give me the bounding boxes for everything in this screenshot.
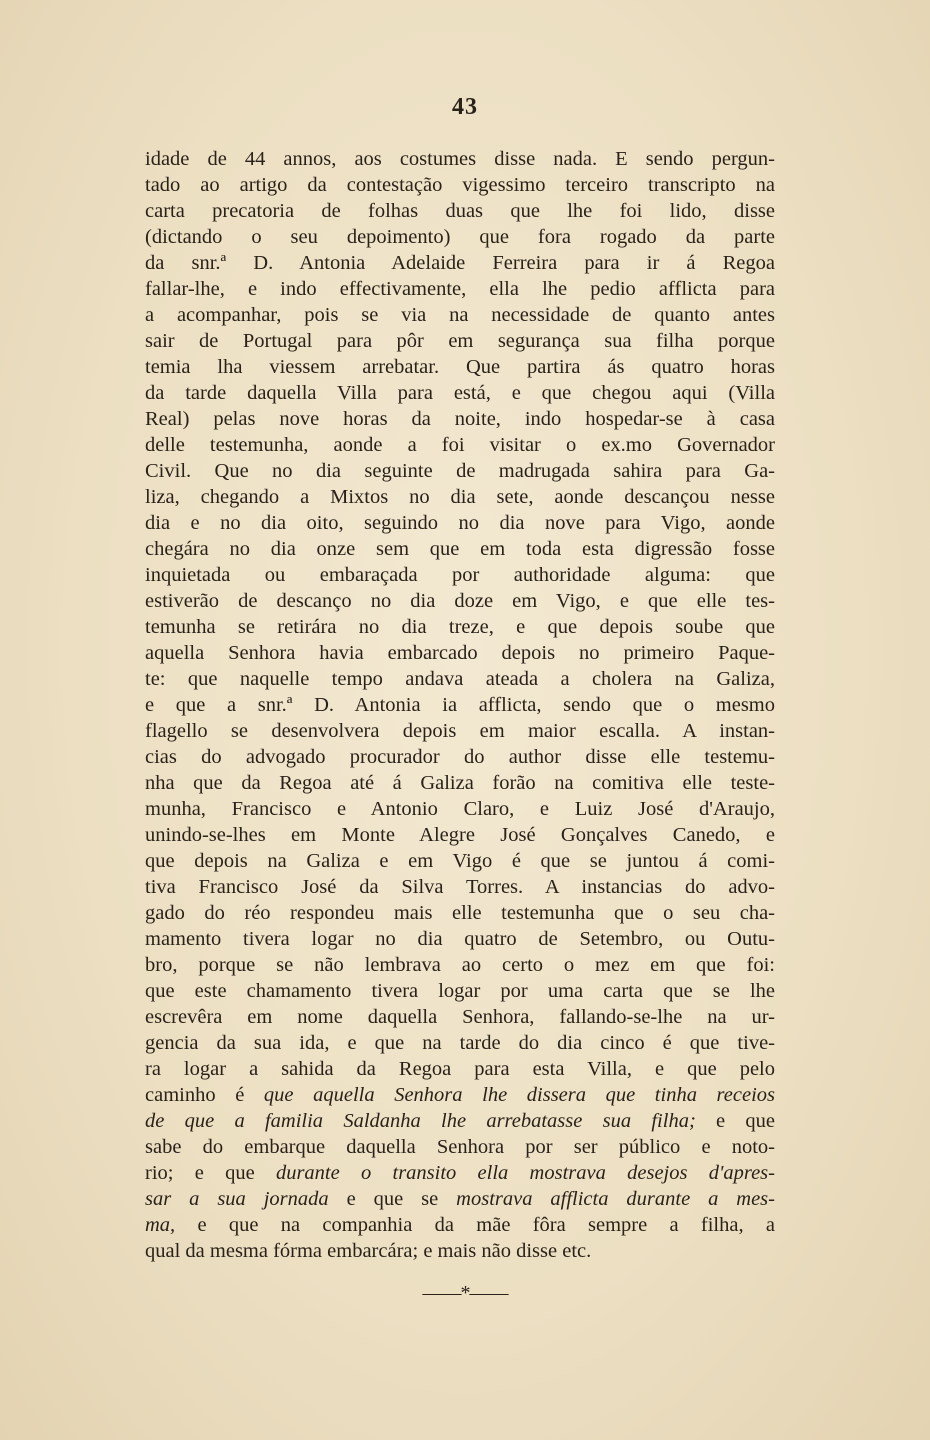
text-line: (dictando o seu depoimento) que fora rogado da parte: [145, 226, 775, 248]
text-line: te: que naquelle tempo andava ateada a cholera na Galiza,: [145, 668, 775, 690]
text-line: sair de Portugal para pôr em segurança sua filha porque: [145, 330, 775, 352]
text-run: rio; e que: [145, 1162, 276, 1184]
text-line: e que a snr.ª D. Antonia ia afflicta, sendo que o mesmo: [145, 694, 775, 716]
text-line: sabe do embarque daquella Senhora por ser público e noto-: [145, 1136, 775, 1158]
text-line: flagello se desenvolvera depois em maior escalla. A instan-: [145, 720, 775, 742]
italic-run: ma,: [145, 1214, 176, 1236]
italic-run: sar a sua jornada: [145, 1188, 329, 1210]
text-line: Real) pelas nove horas da noite, indo hospedar-se à casa: [145, 408, 775, 430]
italic-run: durante o transito ella mostrava desejos d'apres-: [275, 1162, 775, 1184]
text-line: inquietada ou embaraçada por authoridade alguma: que: [145, 564, 775, 586]
text-line: chegára no dia onze sem que em toda esta digressão fosse: [145, 538, 775, 560]
page-number: 43: [452, 94, 478, 120]
text-line: [145, 1186, 775, 1212]
text-line: nha que da Regoa até á Galiza forão na comitiva elle teste-: [145, 772, 775, 794]
text-line: cias do advogado procurador do author disse elle testemu-: [145, 746, 775, 768]
text-line: tiva Francisco José da Silva Torres. A instancias do advo-: [145, 876, 775, 898]
text-line: da tarde daquella Villa para está, e que chegou aqui (Villa: [145, 382, 775, 404]
text-line: escrevêra em nome daquella Senhora, fallando-se-lhe na ur-: [145, 1006, 775, 1028]
text-line: tado ao artigo da contestação vigessimo terceiro transcripto na: [145, 174, 775, 196]
text-line: munha, Francisco e Antonio Claro, e Luiz José d'Araujo,: [145, 798, 775, 820]
text-line: idade de 44 annos, aos costumes disse nada. E sendo pergun-: [145, 148, 775, 170]
ornament-divider: ——*——: [422, 1282, 508, 1304]
text-line: [145, 1160, 775, 1186]
text-line: [145, 1212, 775, 1238]
italic-run: que aquella Senhora lhe dissera que tinha receios: [263, 1084, 775, 1106]
text-line: gado do réo respondeu mais elle testemunha que o seu cha-: [145, 902, 775, 924]
italic-run: mostrava afflicta durante a mes-: [456, 1188, 775, 1210]
body-text: [145, 146, 775, 1264]
text-line: a acompanhar, pois se via na necessidade de quanto antes: [145, 304, 775, 326]
text-line: gencia da sua ida, e que na tarde do dia cinco é que tive-: [145, 1032, 775, 1054]
text-line: temunha se retirára no dia treze, e que depois soube que: [145, 616, 775, 638]
text-line: [145, 1108, 775, 1134]
text-line: carta precatoria de folhas duas que lhe foi lido, disse: [145, 200, 775, 222]
text-line: qual da mesma fórma embarcára; e mais não disse etc.: [145, 1240, 592, 1262]
text-line: dia e no dia oito, seguindo no dia nove para Vigo, aonde: [145, 512, 775, 534]
text-line: da snr.ª D. Antonia Adelaide Ferreira para ir á Regoa: [145, 252, 775, 274]
text-line: estiverão de descanço no dia doze em Vigo, e que elle tes-: [145, 590, 775, 612]
text-line: que este chamamento tivera logar por uma carta que se lhe: [145, 980, 775, 1002]
text-run: e que: [695, 1110, 775, 1132]
text-line: aquella Senhora havia embarcado depois no primeiro Paque-: [145, 642, 775, 664]
text-line: Civil. Que no dia seguinte de madrugada sahira para Ga-: [145, 460, 775, 482]
italic-run: de que a familia Saldanha lhe arrebatasse sua filha;: [145, 1110, 696, 1132]
text-line: fallar-lhe, e indo effectivamente, ella lhe pedio afflicta para: [145, 278, 775, 300]
text-line: unindo-se-lhes em Monte Alegre José Gonçalves Canedo, e: [145, 824, 775, 846]
text-line: mamento tivera logar no dia quatro de Setembro, ou Outu-: [145, 928, 775, 950]
text-line: liza, chegando a Mixtos no dia sete, aonde descançou nesse: [145, 486, 775, 508]
text-run: caminho é: [145, 1084, 264, 1106]
text-line: bro, porque se não lembrava ao certo o mez em que foi:: [145, 954, 775, 976]
text-run: e que na companhia da mãe fôra sempre a filha, a: [175, 1214, 775, 1236]
text-line: delle testemunha, aonde a foi visitar o ex.mo Governador: [145, 434, 775, 456]
text-run: e que se: [328, 1188, 457, 1210]
text-line: [145, 1082, 775, 1108]
text-line: que depois na Galiza e em Vigo é que se juntou á comi-: [145, 850, 775, 872]
text-line: temia lha viessem arrebatar. Que partira ás quatro horas: [145, 356, 775, 378]
text-line: ra logar a sahida da Regoa para esta Villa, e que pelo: [145, 1058, 775, 1080]
